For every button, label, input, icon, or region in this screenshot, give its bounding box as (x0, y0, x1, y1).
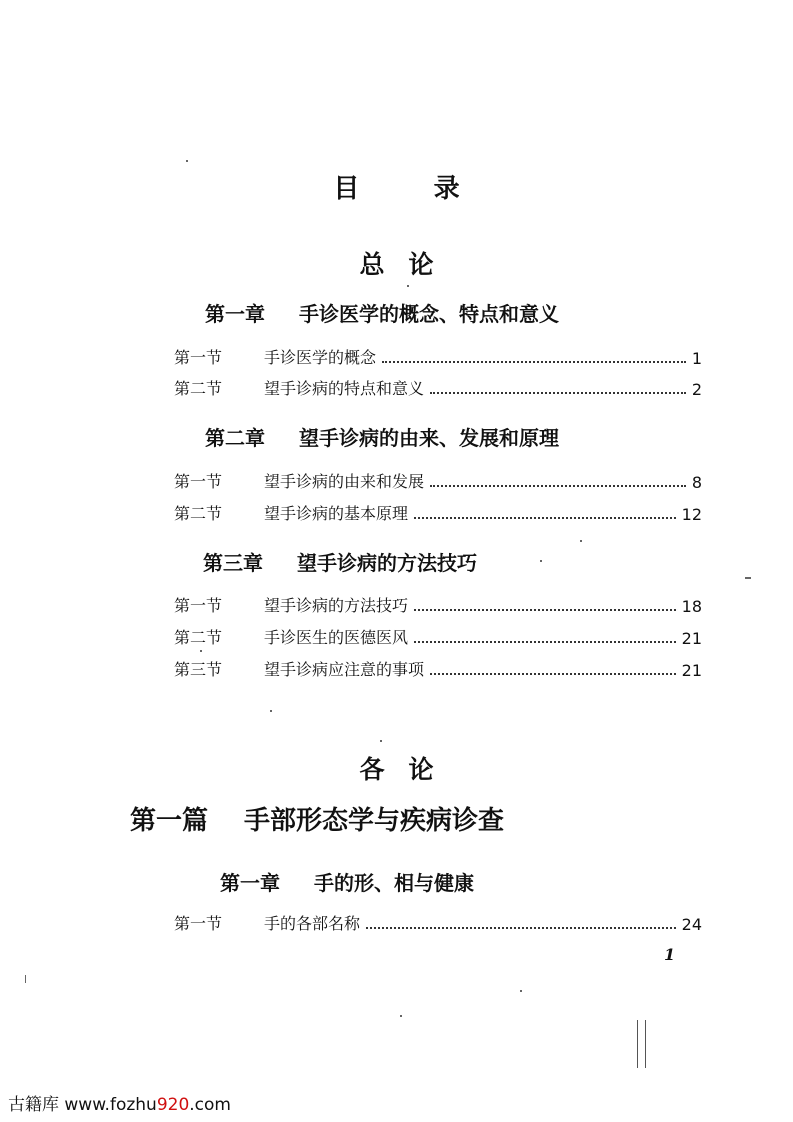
toc-entry[interactable] (174, 375, 702, 399)
site-name: 古籍库 (8, 1095, 59, 1115)
section-number: 第一节 (174, 596, 223, 615)
chapter-heading-1 (205, 298, 559, 327)
section-title: 望手诊病应注意的事项 (264, 660, 425, 679)
toc-entry[interactable] (174, 500, 702, 524)
leader-dots (414, 609, 676, 611)
leader-dots (430, 392, 686, 394)
chapter-heading-2 (205, 422, 559, 451)
scan-speck (380, 740, 382, 742)
part-general-heading (0, 245, 793, 281)
part-specific-char-1: 各 (359, 755, 385, 784)
section-title: 望手诊病的由来和发展 (264, 472, 425, 491)
section-number: 第二节 (174, 628, 223, 647)
toc-entry[interactable] (174, 592, 702, 616)
volume-heading (130, 800, 504, 837)
chapter-number: 第一章 (205, 302, 265, 326)
leader-dots (366, 927, 676, 929)
toc-entry[interactable] (174, 910, 702, 934)
page-ref: 21 (681, 661, 702, 680)
section-title: 望手诊病的特点和意义 (264, 379, 425, 398)
part-general-char-2: 论 (408, 250, 434, 279)
toc-entry[interactable] (174, 468, 702, 492)
leader-dots (414, 517, 676, 519)
section-title: 手诊医学的概念 (264, 348, 377, 367)
section-number: 第一节 (174, 472, 223, 491)
section-title: 望手诊病的基本原理 (264, 504, 409, 523)
toc-entry[interactable] (174, 656, 702, 680)
leader-dots (414, 641, 676, 643)
toc-entry[interactable] (174, 344, 702, 368)
chapter-number: 第二章 (205, 426, 265, 450)
scan-speck (520, 990, 522, 992)
section-number: 第三节 (174, 660, 223, 679)
section-number: 第一节 (174, 348, 223, 367)
scan-speck (407, 285, 409, 287)
page-ref: 8 (691, 473, 702, 492)
section-title: 望手诊病的方法技巧 (264, 596, 409, 615)
page-ref: 21 (681, 629, 702, 648)
url-suffix: .com (189, 1095, 231, 1115)
toc-title-char-2: 录 (433, 174, 460, 204)
page-ref: 1 (691, 349, 702, 368)
chapter-title: 望手诊病的方法技巧 (297, 551, 477, 575)
section-title: 手的各部名称 (264, 914, 361, 933)
page-ref: 24 (681, 915, 702, 934)
chapter-heading-3 (203, 547, 477, 576)
toc-entry[interactable] (174, 624, 702, 648)
section-title: 手诊医生的医德医风 (264, 628, 409, 647)
toc-title-char-1: 目 (333, 174, 360, 204)
scan-speck (580, 540, 582, 542)
section-number: 第一节 (174, 914, 223, 933)
page-ref: 18 (681, 597, 702, 616)
chapter-title: 手的形、相与健康 (314, 871, 474, 895)
chapter-title: 手诊医学的概念、特点和意义 (299, 302, 559, 326)
page-ref: 12 (681, 505, 702, 524)
scan-speck (400, 1015, 402, 1017)
scan-speck (200, 650, 202, 652)
part-specific-char-2: 论 (408, 755, 434, 784)
page-number: 1 (664, 945, 676, 964)
section-number: 第二节 (174, 379, 223, 398)
chapter-heading-volume1 (220, 867, 474, 896)
footer-watermark (8, 1090, 231, 1115)
scan-speck (186, 160, 188, 162)
volume-number: 第一篇 (130, 806, 209, 836)
url-prefix: www.fozhu (64, 1095, 157, 1115)
chapter-number: 第三章 (203, 551, 263, 575)
scan-line (645, 1020, 646, 1068)
leader-dots (430, 485, 686, 487)
toc-title (0, 168, 793, 205)
part-specific-heading (0, 750, 793, 786)
url-number: 920 (156, 1095, 190, 1115)
page-ref: 2 (691, 380, 702, 399)
section-number: 第二节 (174, 504, 223, 523)
volume-title: 手部形态学与疾病诊查 (244, 806, 505, 836)
scan-speck (270, 710, 272, 712)
chapter-title: 望手诊病的由来、发展和原理 (299, 426, 559, 450)
part-general-char-1: 总 (359, 250, 385, 279)
scan-speck (25, 975, 26, 983)
chapter-number: 第一章 (220, 871, 280, 895)
scan-line (637, 1020, 638, 1068)
scan-speck (745, 577, 751, 579)
leader-dots (430, 673, 676, 675)
scan-speck (540, 560, 542, 562)
leader-dots (382, 361, 686, 363)
